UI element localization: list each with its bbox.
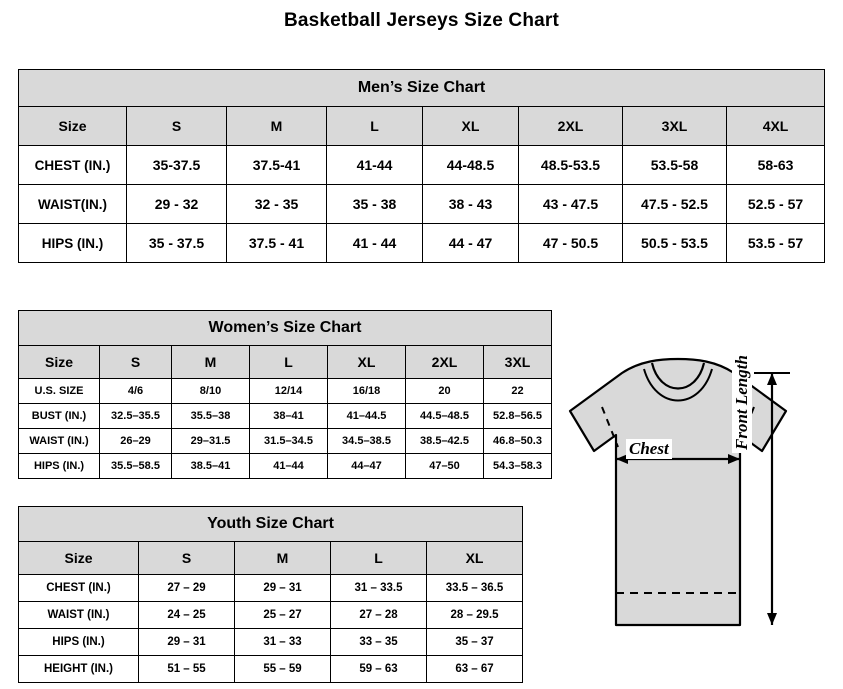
table-row: [19, 224, 825, 263]
table-header-row: [19, 107, 825, 146]
cell: 31 – 33: [235, 629, 331, 656]
cell: 20: [406, 379, 484, 404]
cell: 38.5–41: [172, 454, 250, 479]
row-label: U.S. SIZE: [19, 379, 100, 404]
cell: 50.5 - 53.5: [623, 224, 727, 263]
cell: 41–44.5: [328, 404, 406, 429]
youth-size-chart-table: [18, 506, 523, 683]
cell: 63 – 67: [427, 656, 523, 683]
cell: 59 – 63: [331, 656, 427, 683]
cell: 4/6: [100, 379, 172, 404]
cell: 41 - 44: [327, 224, 423, 263]
front-length-label: Front Length: [732, 352, 752, 453]
front-length-arrow-bottom: [767, 613, 777, 625]
cell: 44-48.5: [423, 146, 519, 185]
column-header-m: M: [235, 542, 331, 575]
chest-label: Chest: [626, 439, 672, 459]
cell: 48.5-53.5: [519, 146, 623, 185]
cell: 35 – 37: [427, 629, 523, 656]
row-label: WAIST (IN.): [19, 429, 100, 454]
cell: 52.5 - 57: [727, 185, 825, 224]
row-label: WAIST(IN.): [19, 185, 127, 224]
table-row: [19, 602, 523, 629]
column-header-l: L: [331, 542, 427, 575]
jersey-outline: [570, 359, 786, 625]
cell: 46.8–50.3: [484, 429, 552, 454]
column-header-l: L: [250, 346, 328, 379]
table-row: [19, 146, 825, 185]
column-header-xl: XL: [427, 542, 523, 575]
cell: 34.5–38.5: [328, 429, 406, 454]
cell: 27 – 28: [331, 602, 427, 629]
column-header-s: S: [100, 346, 172, 379]
cell: 44.5–48.5: [406, 404, 484, 429]
cell: 53.5-58: [623, 146, 727, 185]
womens-size-chart-table: [18, 310, 552, 479]
cell: 8/10: [172, 379, 250, 404]
cell: 47 - 50.5: [519, 224, 623, 263]
table-row: [19, 429, 552, 454]
cell: 31.5–34.5: [250, 429, 328, 454]
column-header-s: S: [127, 107, 227, 146]
cell: 58-63: [727, 146, 825, 185]
column-header-size: Size: [19, 542, 139, 575]
youth-table-title: Youth Size Chart: [19, 507, 523, 542]
cell: 44 - 47: [423, 224, 519, 263]
cell: 35 - 38: [327, 185, 423, 224]
cell: 35.5–38: [172, 404, 250, 429]
column-header-xl: XL: [328, 346, 406, 379]
row-label: WAIST (IN.): [19, 602, 139, 629]
table-row: [19, 404, 552, 429]
cell: 47.5 - 52.5: [623, 185, 727, 224]
cell: 22: [484, 379, 552, 404]
cell: 28 – 29.5: [427, 602, 523, 629]
column-header-2xl: 2XL: [406, 346, 484, 379]
row-label: HIPS (IN.): [19, 454, 100, 479]
table-row: [19, 575, 523, 602]
table-row: [19, 629, 523, 656]
table-header-row: [19, 346, 552, 379]
cell: 51 – 55: [139, 656, 235, 683]
column-header-2xl: 2XL: [519, 107, 623, 146]
cell: 12/14: [250, 379, 328, 404]
column-header-size: Size: [19, 107, 127, 146]
cell: 29 – 31: [139, 629, 235, 656]
row-label: CHEST (IN.): [19, 146, 127, 185]
column-header-xl: XL: [423, 107, 519, 146]
cell: 35.5–58.5: [100, 454, 172, 479]
jersey-illustration: [540, 355, 836, 675]
cell: 41–44: [250, 454, 328, 479]
cell: 29 - 32: [127, 185, 227, 224]
cell: 29–31.5: [172, 429, 250, 454]
cell: 47–50: [406, 454, 484, 479]
front-length-arrow-top: [767, 373, 777, 385]
column-header-l: L: [327, 107, 423, 146]
cell: 53.5 - 57: [727, 224, 825, 263]
cell: 35-37.5: [127, 146, 227, 185]
cell: 41-44: [327, 146, 423, 185]
cell: 33.5 – 36.5: [427, 575, 523, 602]
column-header-3xl: 3XL: [484, 346, 552, 379]
cell: 38.5–42.5: [406, 429, 484, 454]
womens-table-title: Women’s Size Chart: [19, 311, 552, 346]
cell: 52.8–56.5: [484, 404, 552, 429]
cell: 25 – 27: [235, 602, 331, 629]
page-title: Basketball Jerseys Size Chart: [283, 10, 560, 31]
cell: 44–47: [328, 454, 406, 479]
cell: 24 – 25: [139, 602, 235, 629]
cell: 37.5 - 41: [227, 224, 327, 263]
table-title-row: [19, 311, 552, 346]
mens-table-title: Men’s Size Chart: [19, 70, 825, 107]
cell: 38–41: [250, 404, 328, 429]
cell: 55 – 59: [235, 656, 331, 683]
column-header-m: M: [227, 107, 327, 146]
row-label: BUST (IN.): [19, 404, 100, 429]
cell: 33 – 35: [331, 629, 427, 656]
cell: 35 - 37.5: [127, 224, 227, 263]
column-header-size: Size: [19, 346, 100, 379]
cell: 32.5–35.5: [100, 404, 172, 429]
column-header-m: M: [172, 346, 250, 379]
cell: 29 – 31: [235, 575, 331, 602]
table-title-row: [19, 507, 523, 542]
cell: 27 – 29: [139, 575, 235, 602]
cell: 31 – 33.5: [331, 575, 427, 602]
row-label: HIPS (IN.): [19, 224, 127, 263]
table-row: [19, 379, 552, 404]
column-header-s: S: [139, 542, 235, 575]
column-header-4xl: 4XL: [727, 107, 825, 146]
cell: 32 - 35: [227, 185, 327, 224]
cell: 43 - 47.5: [519, 185, 623, 224]
row-label: HEIGHT (IN.): [19, 656, 139, 683]
mens-size-chart-table: [18, 69, 825, 263]
cell: 37.5-41: [227, 146, 327, 185]
row-label: CHEST (IN.): [19, 575, 139, 602]
row-label: HIPS (IN.): [19, 629, 139, 656]
cell: 54.3–58.3: [484, 454, 552, 479]
cell: 16/18: [328, 379, 406, 404]
cell: 26–29: [100, 429, 172, 454]
table-header-row: [19, 542, 523, 575]
table-title-row: [19, 70, 825, 107]
cell: 38 - 43: [423, 185, 519, 224]
jersey-measurement-diagram: [540, 355, 836, 675]
table-row: [19, 454, 552, 479]
column-header-3xl: 3XL: [623, 107, 727, 146]
table-row: [19, 656, 523, 683]
table-row: [19, 185, 825, 224]
